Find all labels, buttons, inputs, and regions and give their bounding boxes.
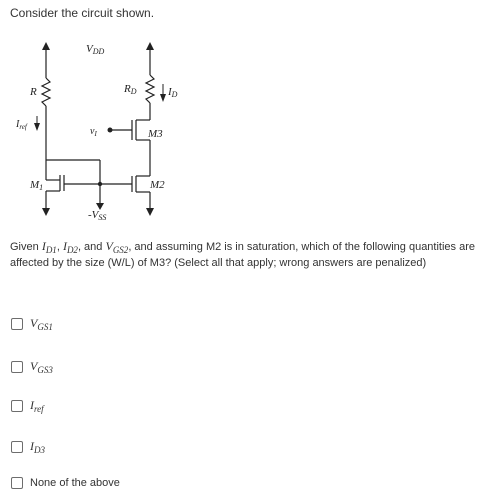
m3-label: M3: [148, 128, 163, 140]
checkbox[interactable]: [11, 441, 23, 453]
m1-label: M: [30, 179, 40, 191]
vdd-label: V: [86, 43, 93, 55]
circuit-diagram: [0, 30, 501, 235]
question-text: Given $I_{D1}$, $I_{D2}$, and $V_{GS2}$, and assuming M2 is in saturation, which of the following quantities are affected by the size (W/L) of M3? (Select all that apply; wrong answers are penalized): [10, 239, 476, 269]
checkbox[interactable]: [11, 400, 23, 412]
option-none-of-the-above[interactable]: None of the above: [11, 477, 120, 489]
svg-text:VDD: VDD: [86, 43, 105, 56]
vi-label: v: [90, 126, 95, 137]
rd-label: R: [124, 83, 131, 95]
checkbox[interactable]: [11, 477, 23, 489]
prompt-text: Consider the circuit shown.: [10, 6, 155, 20]
svg-text:vI: $v_I$: [90, 126, 97, 138]
option-vgs3[interactable]: $V_{GS3}$: [11, 359, 53, 375]
iref-label: I: [16, 119, 20, 130]
m2-label: M2: [150, 179, 165, 191]
id-label: I: [168, 86, 172, 98]
svg-text:M1: M1: [30, 179, 44, 192]
option-vgs1[interactable]: $V_{GS1}$: [11, 316, 53, 332]
svg-text:Iref: $I_{ref}$: [16, 119, 27, 131]
option-id3[interactable]: $I_{D3}$: [11, 439, 45, 455]
svg-text:RD: RD: [124, 83, 137, 96]
svg-text:ID: ID: [168, 86, 178, 99]
checkbox[interactable]: [11, 361, 23, 373]
option-iref[interactable]: $I_{ref}$: [11, 398, 44, 414]
svg-text:-VSS: -VSS: [88, 209, 107, 222]
vss-label: -V: [88, 209, 99, 221]
checkbox[interactable]: [11, 318, 23, 330]
r-label: R: [30, 86, 37, 98]
